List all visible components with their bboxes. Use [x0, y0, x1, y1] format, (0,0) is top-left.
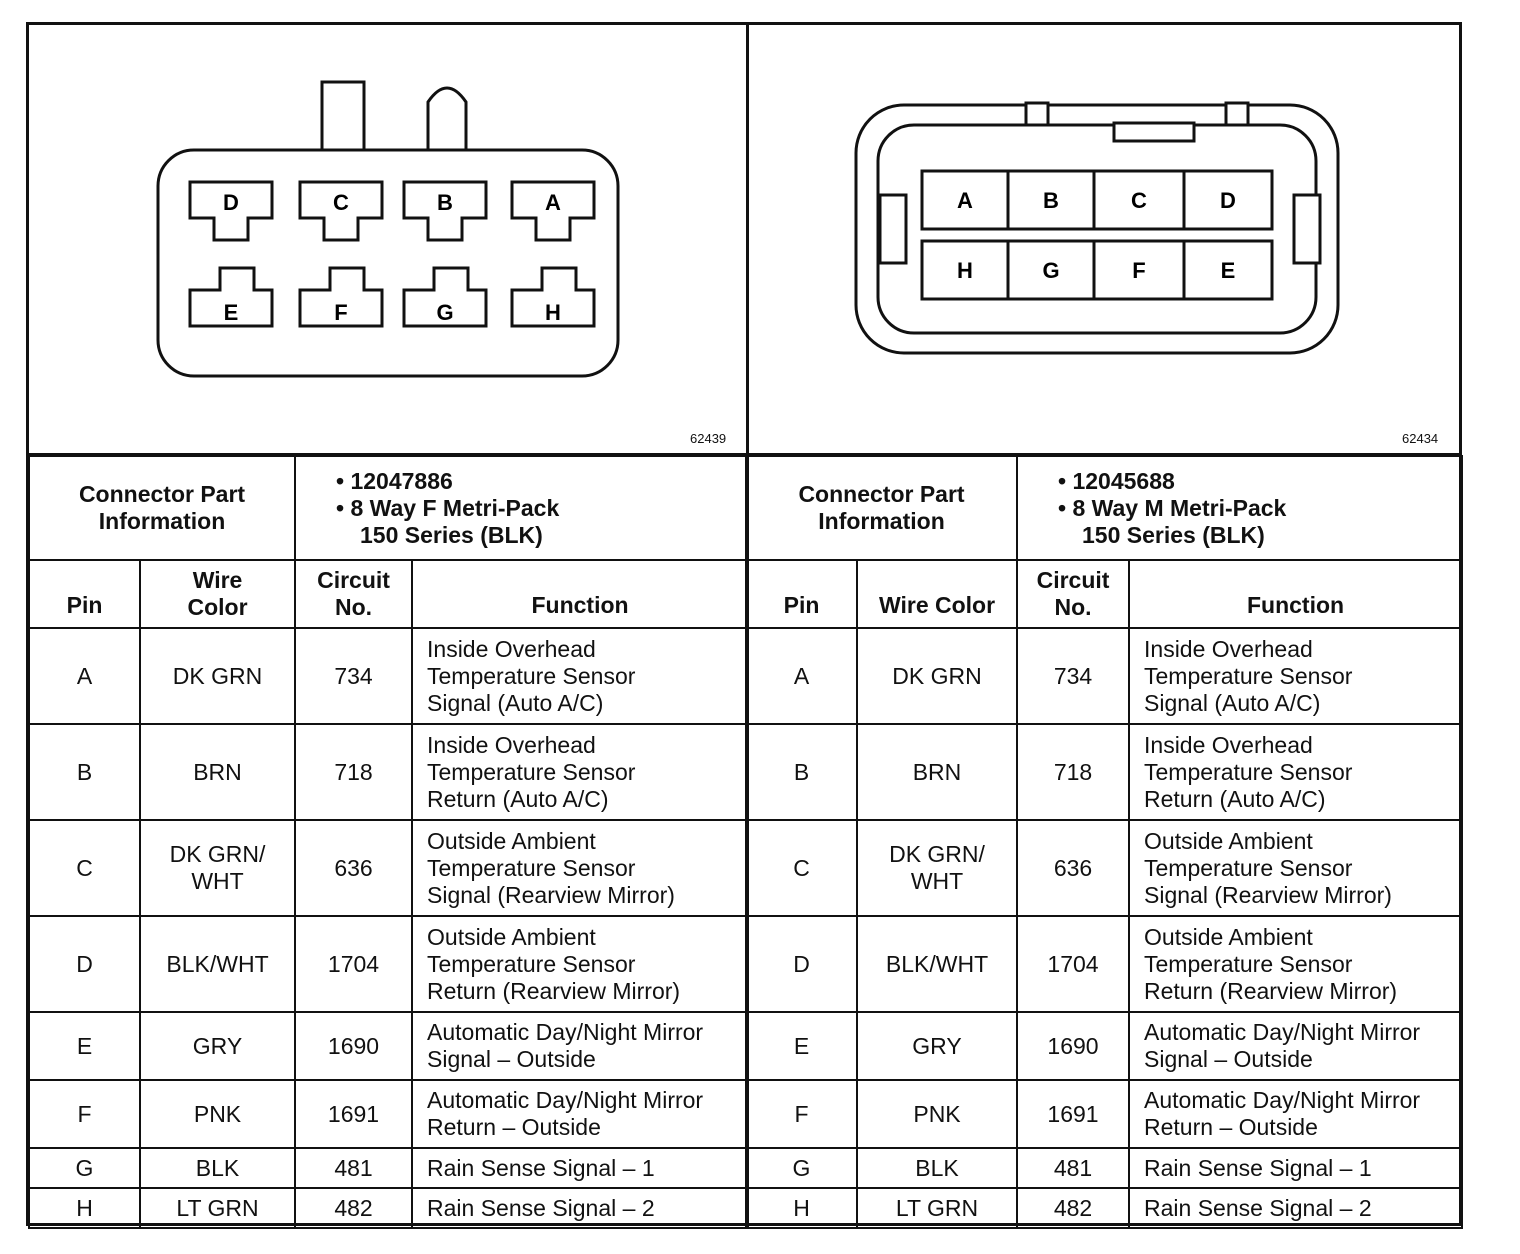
left-part-desc: • 8 Way F Metri-Pack [336, 495, 739, 522]
table-row [746, 916, 1462, 1012]
right-connector-drawing [850, 95, 1350, 360]
table-row [29, 1188, 748, 1228]
wire-color-cell: PNK [140, 1080, 295, 1148]
pin-cell: B [746, 724, 857, 820]
pin-cell: A [746, 628, 857, 724]
left-connector-drawing [150, 70, 630, 390]
table-row [29, 820, 748, 916]
circuit-cell: 1691 [295, 1080, 412, 1148]
function-cell: Outside Ambient Temperature Sensor Signal (Rearview Mirror) [1129, 820, 1462, 916]
table-row [29, 1148, 748, 1188]
circuit-cell: 1690 [1017, 1012, 1129, 1080]
right-part-info [1017, 456, 1462, 560]
circuit-cell: 482 [1017, 1188, 1129, 1228]
pin-cell: A [29, 628, 140, 724]
pin-cell: E [746, 1012, 857, 1080]
left-header-wire: Wire Color [140, 560, 295, 628]
pin-cell: H [746, 1188, 857, 1228]
pin-cell: H [29, 1188, 140, 1228]
wire-color-cell: BRN [857, 724, 1017, 820]
wire-color-cell: DK GRN/ WHT [857, 820, 1017, 916]
wire-color-cell: BLK/WHT [140, 916, 295, 1012]
table-row [29, 724, 748, 820]
wire-color-cell: PNK [857, 1080, 1017, 1148]
pin-cell: F [29, 1080, 140, 1148]
function-cell: Outside Ambient Temperature Sensor Return (Rearview Mirror) [412, 916, 748, 1012]
function-cell: Automatic Day/Night Mirror Return – Outside [412, 1080, 748, 1148]
pin-label: F [1132, 258, 1146, 283]
circuit-cell: 1691 [1017, 1080, 1129, 1148]
pin-label: F [334, 300, 348, 325]
right-part-desc: • 8 Way M Metri-Pack [1058, 495, 1453, 522]
right-info-label: Connector Part Information [746, 456, 1017, 560]
table-row [29, 1012, 748, 1080]
function-cell: Outside Ambient Temperature Sensor Signal (Rearview Mirror) [412, 820, 748, 916]
pin-label: E [223, 300, 239, 325]
circuit-cell: 636 [295, 820, 412, 916]
pin-cell: F [746, 1080, 857, 1148]
left-header-pin: Pin [29, 560, 140, 628]
function-cell: Inside Overhead Temperature Sensor Return (Auto A/C) [412, 724, 748, 820]
pin-label: H [957, 258, 973, 283]
wire-color-cell: GRY [857, 1012, 1017, 1080]
center-divider [746, 22, 749, 456]
wire-color-cell: LT GRN [857, 1188, 1017, 1228]
left-header-circuit: Circuit No. [295, 560, 412, 628]
circuit-cell: 734 [295, 628, 412, 724]
left-info-label: Connector Part Information [29, 456, 295, 560]
circuit-cell: 1690 [295, 1012, 412, 1080]
circuit-cell: 1704 [295, 916, 412, 1012]
left-part-info [295, 456, 748, 560]
wire-color-cell: DK GRN/ WHT [140, 820, 295, 916]
right-pinout-table [745, 455, 1463, 1229]
left-part-number: • 12047886 [336, 468, 739, 495]
function-cell: Rain Sense Signal – 2 [412, 1188, 748, 1228]
table-row [746, 820, 1462, 916]
function-cell: Automatic Day/Night Mirror Signal – Outside [1129, 1012, 1462, 1080]
circuit-cell: 481 [295, 1148, 412, 1188]
pin-label: B [1043, 188, 1059, 213]
circuit-cell: 718 [1017, 724, 1129, 820]
table-row [29, 1080, 748, 1148]
wire-color-cell: LT GRN [140, 1188, 295, 1228]
function-cell: Automatic Day/Night Mirror Return – Outside [1129, 1080, 1462, 1148]
table-row [746, 628, 1462, 724]
circuit-cell: 482 [295, 1188, 412, 1228]
right-header-function: Function [1129, 560, 1462, 628]
function-cell: Outside Ambient Temperature Sensor Return (Rearview Mirror) [1129, 916, 1462, 1012]
wire-color-cell: DK GRN [857, 628, 1017, 724]
table-row [746, 1188, 1462, 1228]
left-pinout-table [28, 455, 749, 1229]
pin-label: G [1042, 258, 1060, 283]
table-row [746, 724, 1462, 820]
pin-label: G [436, 300, 454, 325]
pin-label: C [1131, 188, 1147, 213]
pin-cell: D [29, 916, 140, 1012]
pin-cell: C [29, 820, 140, 916]
pin-label: A [545, 190, 561, 215]
right-header-pin: Pin [746, 560, 857, 628]
table-row [746, 1080, 1462, 1148]
left-figure-code: 62439 [690, 431, 727, 446]
function-cell: Rain Sense Signal – 1 [412, 1148, 748, 1188]
pin-label: H [545, 300, 561, 325]
pin-cell: G [746, 1148, 857, 1188]
function-cell: Inside Overhead Temperature Sensor Return (Auto A/C) [1129, 724, 1462, 820]
table-row [29, 916, 748, 1012]
pin-cell: B [29, 724, 140, 820]
circuit-cell: 734 [1017, 628, 1129, 724]
pin-cell: G [29, 1148, 140, 1188]
table-row [746, 1148, 1462, 1188]
table-row [29, 628, 748, 724]
function-cell: Inside Overhead Temperature Sensor Signal (Auto A/C) [1129, 628, 1462, 724]
function-cell: Rain Sense Signal – 2 [1129, 1188, 1462, 1228]
function-cell: Inside Overhead Temperature Sensor Signal (Auto A/C) [412, 628, 748, 724]
function-cell: Rain Sense Signal – 1 [1129, 1148, 1462, 1188]
pin-label: C [333, 190, 349, 215]
wire-color-cell: BLK/WHT [857, 916, 1017, 1012]
pin-label: B [437, 190, 453, 215]
wire-color-cell: GRY [140, 1012, 295, 1080]
right-figure-code: 62434 [1402, 431, 1439, 446]
circuit-cell: 1704 [1017, 916, 1129, 1012]
wire-color-cell: BLK [140, 1148, 295, 1188]
wire-color-cell: DK GRN [140, 628, 295, 724]
pin-label: D [223, 190, 239, 215]
circuit-cell: 481 [1017, 1148, 1129, 1188]
circuit-cell: 718 [295, 724, 412, 820]
right-header-circuit: Circuit No. [1017, 560, 1129, 628]
right-part-number: • 12045688 [1058, 468, 1453, 495]
right-header-wire: Wire Color [857, 560, 1017, 628]
pin-label: D [1220, 188, 1236, 213]
circuit-cell: 636 [1017, 820, 1129, 916]
pin-cell: D [746, 916, 857, 1012]
wire-color-cell: BLK [857, 1148, 1017, 1188]
pin-cell: C [746, 820, 857, 916]
pin-cell: E [29, 1012, 140, 1080]
pin-label: A [957, 188, 973, 213]
table-row [746, 1012, 1462, 1080]
left-header-function: Function [412, 560, 748, 628]
pin-label: E [1220, 258, 1236, 283]
wire-color-cell: BRN [140, 724, 295, 820]
left-part-series: 150 Series (BLK) [360, 521, 543, 548]
right-part-series: 150 Series (BLK) [1082, 521, 1265, 548]
function-cell: Automatic Day/Night Mirror Signal – Outside [412, 1012, 748, 1080]
